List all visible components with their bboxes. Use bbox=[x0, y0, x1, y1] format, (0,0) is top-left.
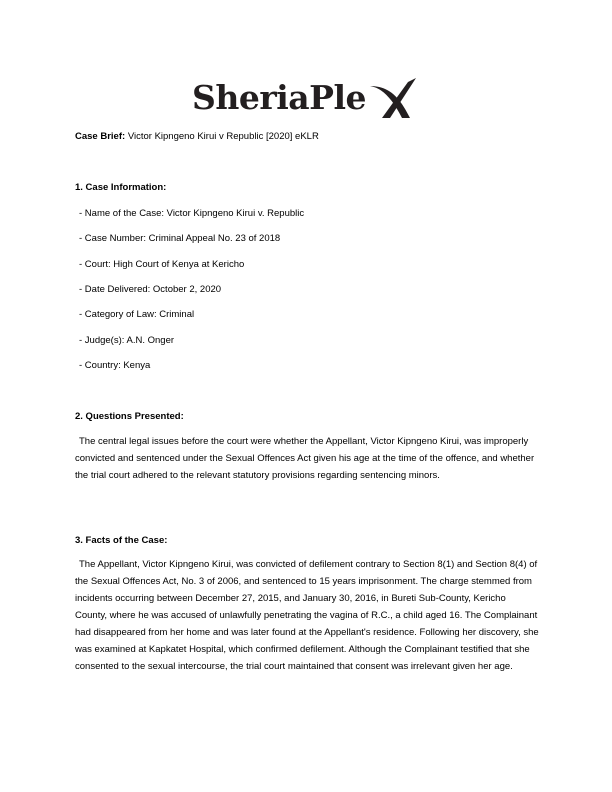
section-heading-case-information: 1. Case Information: bbox=[75, 182, 167, 193]
case-info-item: - Category of Law: Criminal bbox=[79, 309, 195, 320]
facts-paragraph: The Appellant, Victor Kipngeno Kirui, was convicted of defilement contrary to Section 8(1) and Section 8(4) of the Sexual Offences Act, No. 3 of 2006, and sentenced to 15 years imprisonment. The charge stemmed from incidents occurring between December 27, 2015, and January 30, 2016, in Bureti Sub-County, Kericho County, where he was accused of unlawfully penetrating the vagina of R.C., a child aged 16. The Complainant had disappeared from her home and was later found at the Appellant's residence. Following her discovery, she was examined at Kapkatet Hospital, which confirmed defilement. Although the Complainant testified that she consented to the sexual intercourse, the trial court maintained that consent was irrelevant given her age. bbox=[75, 559, 539, 672]
section-heading-facts: 3. Facts of the Case: bbox=[75, 535, 168, 546]
case-info-item: - Date Delivered: October 2, 2020 bbox=[79, 284, 222, 295]
logo-x-mark bbox=[368, 76, 420, 120]
case-brief-title: Victor Kipngeno Kirui v Republic [2020] eKLR bbox=[127, 131, 319, 142]
case-info-item: - Judge(s): A.N. Onger bbox=[79, 335, 175, 346]
case-brief-line bbox=[75, 131, 319, 142]
case-info-item: - Name of the Case: Victor Kipngeno Kirui v. Republic bbox=[79, 208, 305, 219]
logo-wordmark: SheriaPle bbox=[192, 78, 366, 117]
case-brief-label: Case Brief: bbox=[75, 131, 126, 142]
sheriaplex-logo bbox=[190, 72, 420, 124]
case-info-item: - Country: Kenya bbox=[79, 360, 151, 371]
questions-presented-paragraph: The central legal issues before the court were whether the Appellant, Victor Kipngeno Kirui, was improperly convicted and sentenced under the Sexual Offences Act given his age at the time of the offence, and whether the trial court adhered to the relevant statutory provisions regarding sentencing minors. bbox=[75, 436, 535, 481]
case-info-item: - Court: High Court of Kenya at Kericho bbox=[79, 259, 245, 270]
section-heading-questions-presented: 2. Questions Presented: bbox=[75, 411, 184, 422]
case-info-item: - Case Number: Criminal Appeal No. 23 of 2018 bbox=[79, 233, 281, 244]
